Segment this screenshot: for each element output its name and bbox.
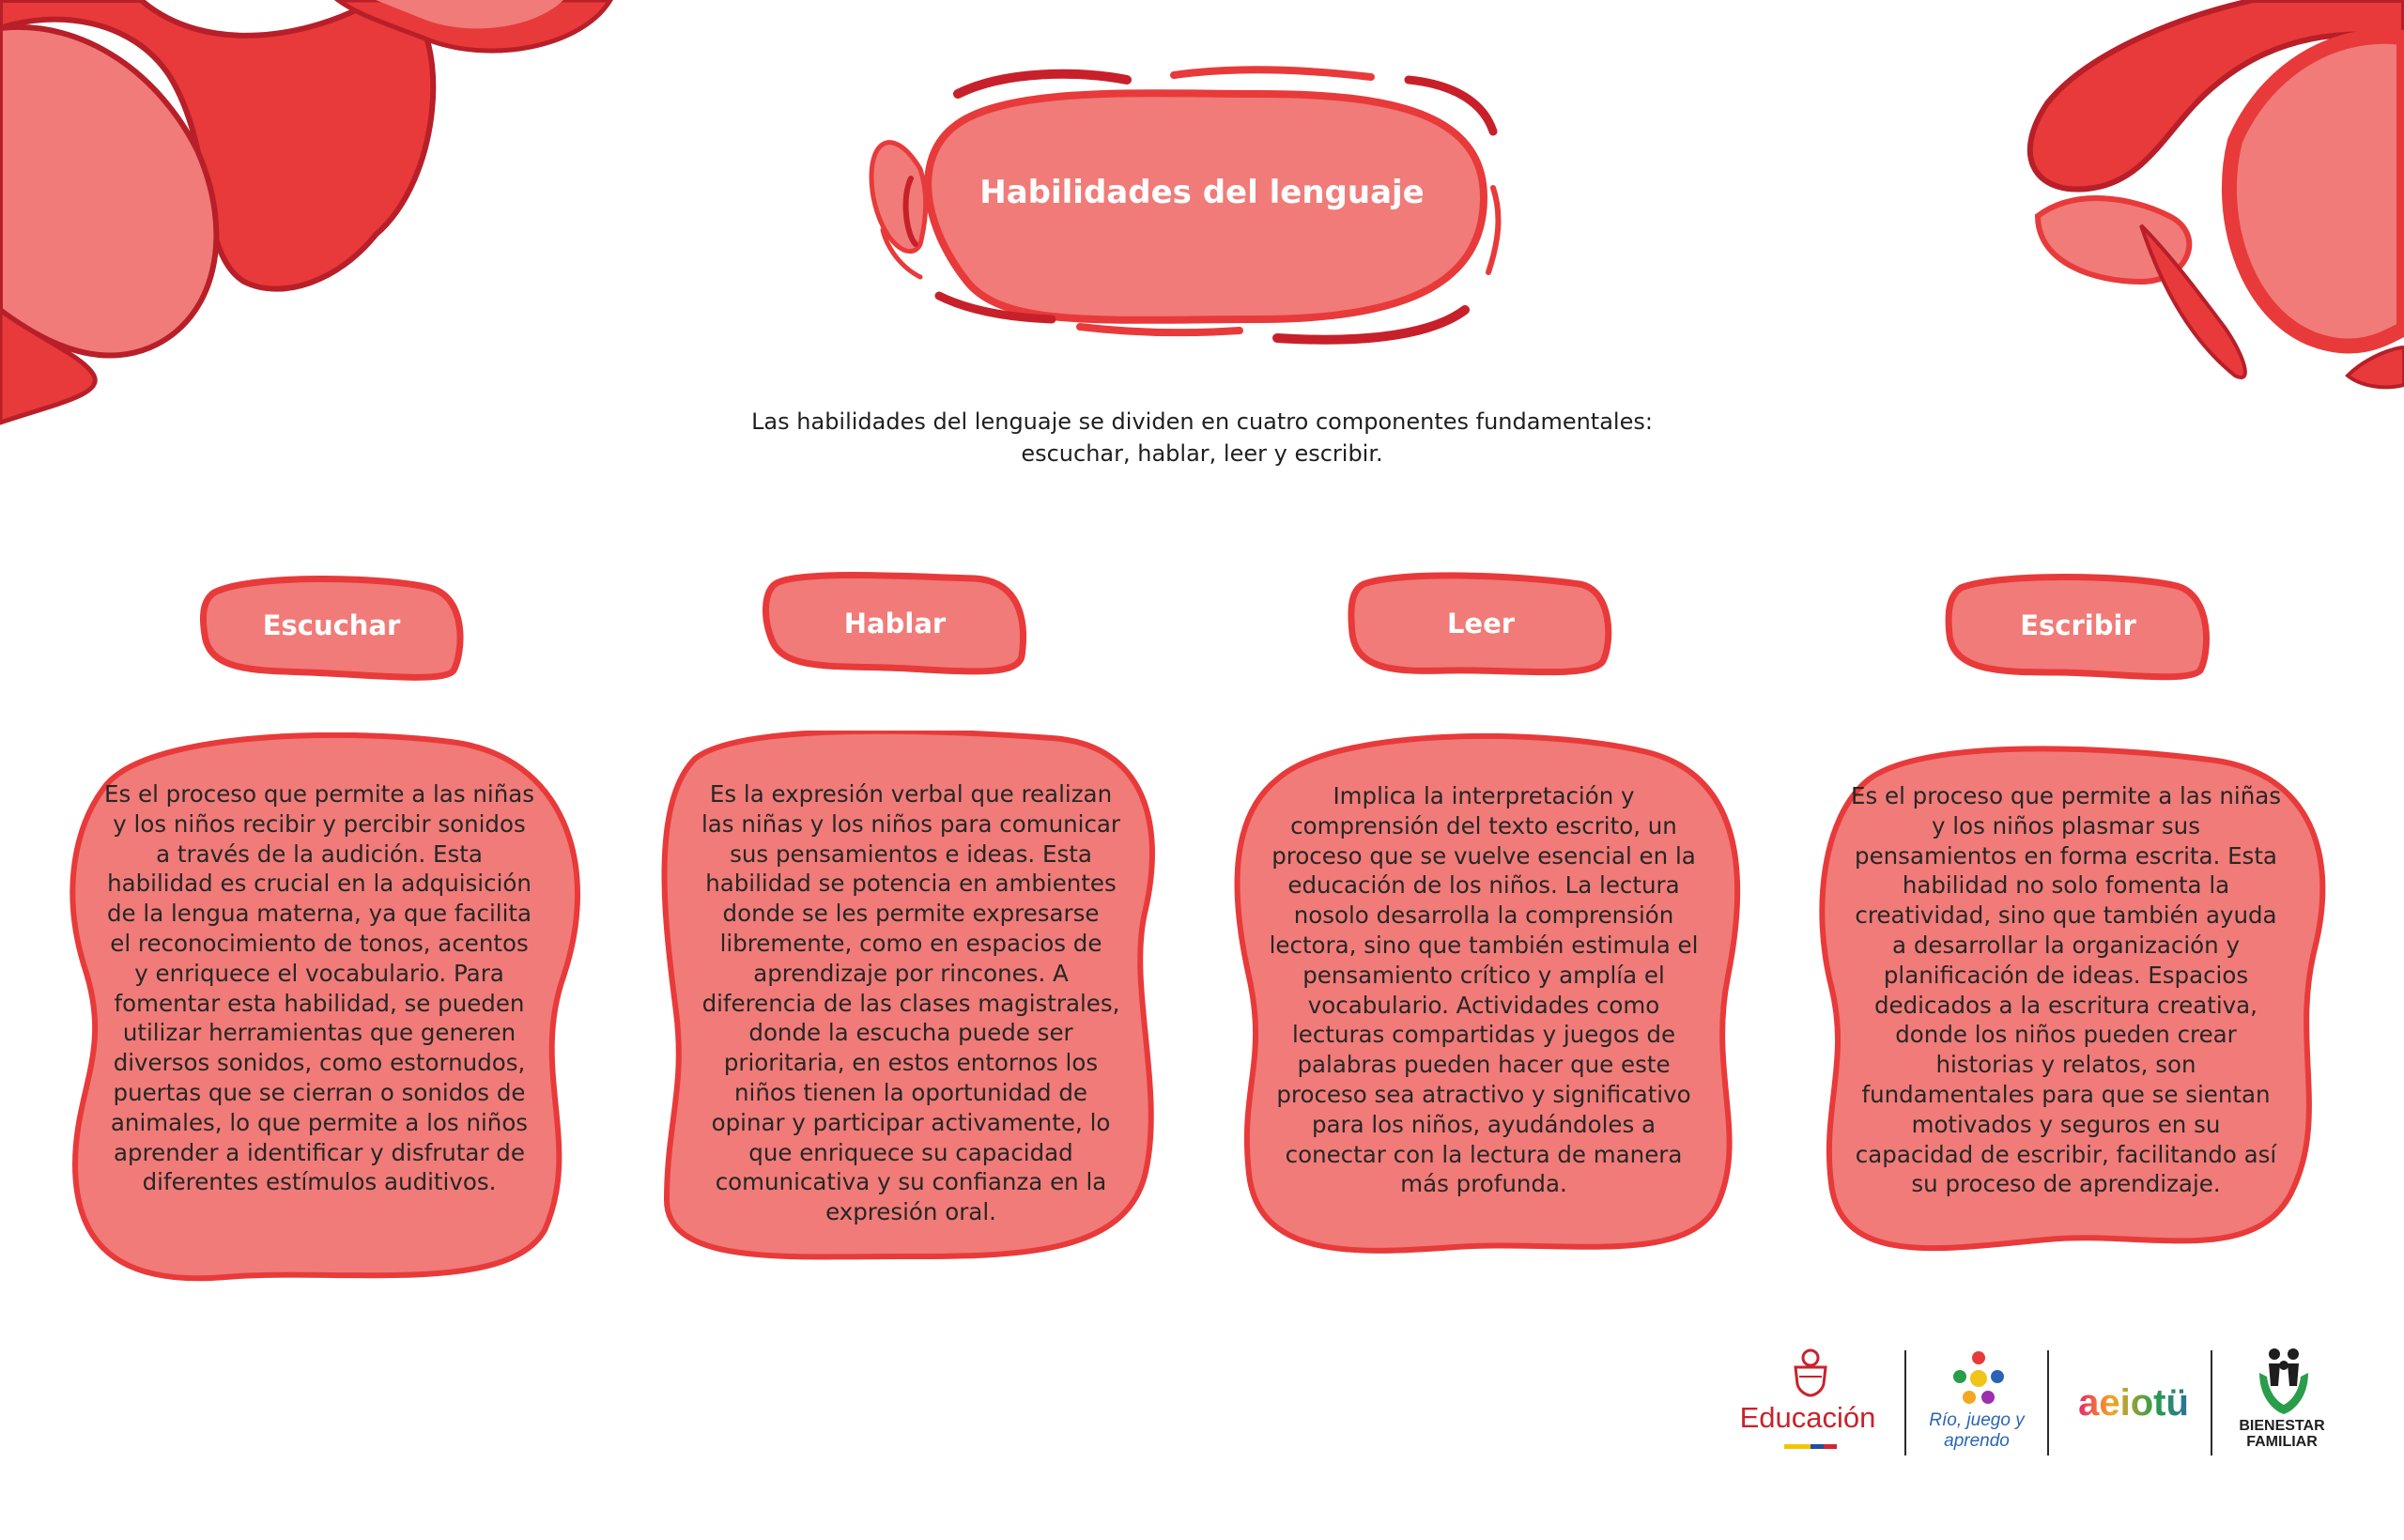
page-title: Habilidades del lenguaje	[979, 174, 1425, 211]
logo-divider	[1904, 1350, 1906, 1455]
decorative-blob-top-left	[0, 0, 639, 441]
card-escuchar	[56, 732, 582, 1296]
card-text: Es la expresión verbal que realizan las niñas y los niños para comunicar sus pensamientos e ideas. Esta habilidad se potencia en ambientes donde se les permite expresarse libremente, como en espacios de aprendizaje por rincones. A diferencia de las clases magistrales, donde la escucha puede ser prioritaria, en estos entornos los niños tienen la oportunidad de opinar y participar activamente, lo que enriquece su capacidad comunicativa y su confianza en la expresión oral.	[701, 780, 1121, 1226]
card-escribir	[1803, 742, 2329, 1305]
decorative-blob-top-right	[1934, 0, 2404, 394]
logo-divider	[2047, 1350, 2049, 1455]
heading-label: Escribir	[2020, 609, 2136, 641]
heading-label: Escuchar	[262, 609, 401, 641]
heading-label: Leer	[1446, 608, 1516, 639]
card-hablar	[639, 731, 1164, 1294]
heading-escribir	[1942, 569, 2214, 682]
heading-leer	[1345, 567, 1617, 680]
card-text: Es el proceso que permite a las niñas y los niños plasmar sus pensamientos en forma escrita. Esta habilidad no solo fomenta la creatividad, sino que también ayuda a desarrollar la organización y planificación de ideas. Espacios dedicados a la escritura creativa, donde los niños pueden crear historias y relatos, son fundamentales para que se sientan motivados y seguros en su capacidad de escribir, facilitando así su proceso de aprendizaje.	[1850, 782, 2282, 1198]
logo-bienestar-familiar: BIENESTAR FAMILIAR	[2239, 1418, 2325, 1450]
heading-escuchar	[195, 569, 468, 682]
intro-text: Las habilidades del lenguaje se dividen en cuatro componentes fundamentales: escuchar, hablar, leer y escribir.	[751, 408, 1653, 467]
logo-aeiotu: aeiotü	[2068, 1382, 2199, 1424]
card-text: Implica la interpretación y comprensión del texto escrito, un proceso que se vuelve esencial en la educación de los niños. La lectura nosolo desarrolla la comprensión lectora, sino que también estimula el pensamiento crítico y amplía el vocabulario. Actividades como lecturas compartidas y juegos de palabras pueden hacer que este proceso sea atractivo y significativo para los niños, ayudándoles a conectar con la lectura de manera más profunda.	[1269, 782, 1699, 1198]
logo-divider	[2211, 1350, 2212, 1455]
footer-logos	[1728, 1343, 2348, 1465]
heading-hablar	[759, 567, 1031, 680]
card-text: Es el proceso que permite a las niñas y los niños recibir y percibir sonidos a través de la audición. Esta habilidad es crucial en la adquisición de la lengua materna, ya que facilita el reconocimiento de tonos, acentos y enriquece el vocabulario. Para fomentar esta habilidad, se pueden utilizar herramientas que generen diversos sonidos, como estornudos, puertas que se cierran o sonidos de animales, lo que permite a los niños aprender a identificar y disfrutar de diferentes estímulos auditivos.	[103, 780, 535, 1196]
logo-educacion: Educación	[1739, 1401, 1876, 1434]
flag-stripe	[1784, 1444, 1837, 1449]
coat-of-arms-icon	[1786, 1347, 1835, 1397]
heading-label: Hablar	[843, 608, 947, 639]
logo-rio-juego: Río, juego y aprendo	[1929, 1410, 2025, 1451]
rio-juego-icon	[1949, 1348, 2009, 1409]
bienestar-familiar-icon	[2254, 1345, 2314, 1416]
card-leer	[1221, 732, 1747, 1296]
